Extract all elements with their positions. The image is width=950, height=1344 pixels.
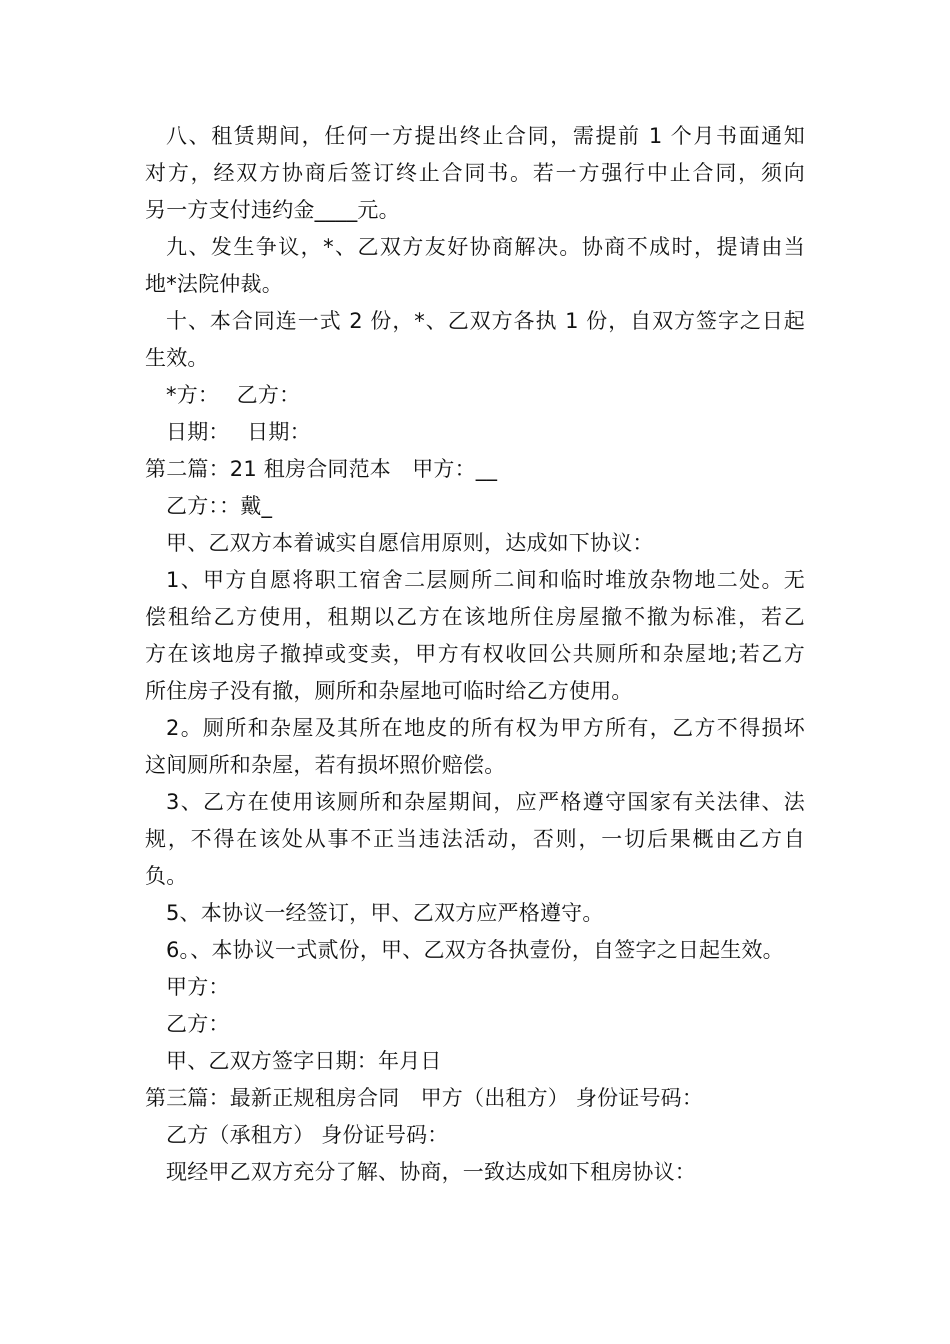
text-line: 对方，经双方协商后签订终止合同书。若一方强行中止合同，须向 bbox=[145, 161, 805, 185]
text-line: 九、发生争议，*、乙双方友好协商解决。协商不成时，提请由当 bbox=[166, 235, 805, 259]
text-line: 十、本合同连一式 2 份，*、乙双方各执 1 份，自双方签字之日起 bbox=[166, 309, 805, 333]
text-line: 八、租赁期间，任何一方提出终止合同，需提前 1 个月书面通知 bbox=[166, 124, 805, 148]
text-line: 乙方：：戴_ bbox=[166, 494, 273, 518]
text-line: 规，不得在该处从事不正当违法活动，否则，一切后果概由乙方自 bbox=[145, 827, 805, 851]
text-line: 乙方（承租方） 身份证号码： bbox=[166, 1123, 449, 1147]
text-line: 负。 bbox=[145, 864, 188, 888]
text-line: 6。、本协议一式贰份，甲、乙双方各执壹份，自签字之日起生效。 bbox=[166, 938, 784, 962]
text-line: 这间厕所和杂屋，若有损坏照价赔偿。 bbox=[145, 753, 506, 777]
document-body bbox=[145, 118, 820, 1191]
text-line: 2。厕所和杂屋及其所在地皮的所有权为甲方所有，乙方不得损坏 bbox=[166, 716, 805, 740]
text-line: 日期： 日期： bbox=[166, 420, 311, 444]
text-line: 偿租给乙方使用，租期以乙方在该地所住房屋撤不撤为标准，若乙 bbox=[145, 605, 805, 629]
text-line: 生效。 bbox=[145, 346, 209, 370]
text-line: 现经甲乙双方充分了解、协商，一致达成如下租房协议： bbox=[166, 1160, 696, 1184]
text-line: 另一方支付违约金____元。 bbox=[145, 198, 400, 222]
text-line: 5、本协议一经签订，甲、乙双方应严格遵守。 bbox=[166, 901, 604, 925]
text-line: 乙方： bbox=[166, 1012, 230, 1036]
text-line: 3、乙方在使用该厕所和杂屋期间，应严格遵守国家有关法律、法 bbox=[166, 790, 805, 814]
text-line: *方： 乙方： bbox=[166, 383, 301, 407]
text-line: 1、甲方自愿将职工宿舍二层厕所二间和临时堆放杂物地二处。无 bbox=[166, 568, 805, 592]
text-line: 甲、乙双方签字日期：年月日 bbox=[166, 1049, 442, 1073]
text-line: 第三篇：最新正规租房合同 甲方（出租方） 身份证号码： bbox=[145, 1086, 704, 1110]
text-line: 地*法院仲裁。 bbox=[145, 272, 283, 296]
text-line: 所住房子没有撤，厕所和杂屋地可临时给乙方使用。 bbox=[145, 679, 633, 703]
text-line: 甲方： bbox=[166, 975, 230, 999]
text-line: 甲、乙双方本着诚实自愿信用原则，达成如下协议： bbox=[166, 531, 654, 555]
text-line: 第二篇：21 租房合同范本 甲方：__ bbox=[145, 457, 498, 481]
text-line: 方在该地房子撤掉或变卖，甲方有权收回公共厕所和杂屋地;若乙方 bbox=[145, 642, 805, 666]
